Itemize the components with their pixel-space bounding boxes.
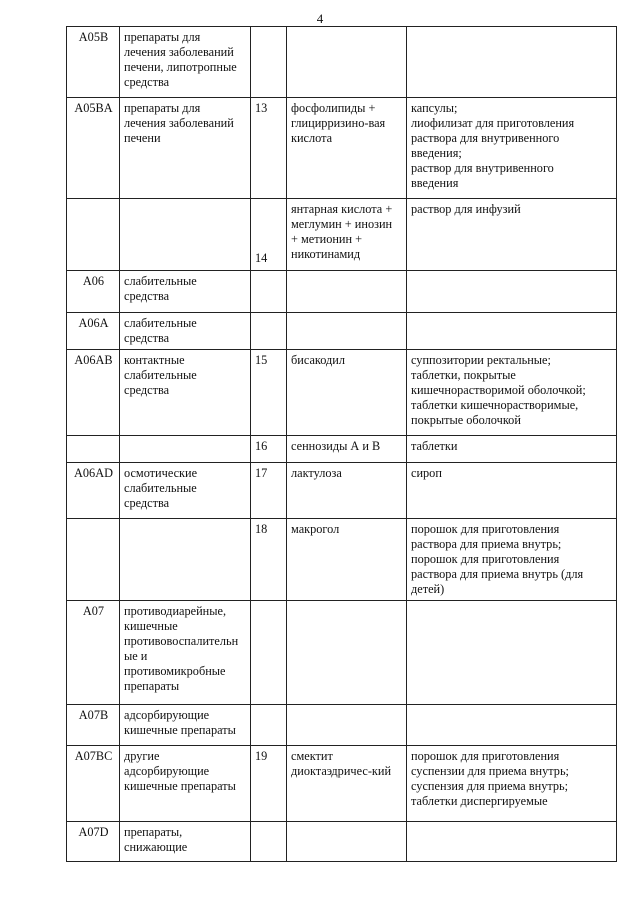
row-number: 19 <box>251 746 287 822</box>
dosage-forms <box>407 822 617 862</box>
row-number <box>251 271 287 313</box>
substance-name-line: фосфолипиды + <box>291 101 376 115</box>
atc-code <box>67 519 120 601</box>
group-name-line: средства <box>124 496 170 510</box>
group-name-line: осмотические <box>124 466 198 480</box>
table-row <box>67 746 617 822</box>
drug-table <box>66 26 617 862</box>
substance-name <box>287 350 407 436</box>
dosage-forms-line: раствора для приема внутрь (для <box>411 567 584 581</box>
table-row <box>67 199 617 271</box>
row-number <box>251 313 287 350</box>
group-name-line: противомикробные <box>124 664 226 678</box>
group-name <box>120 746 251 822</box>
table-row <box>67 519 617 601</box>
dosage-forms-line: порошок для приготовления <box>411 749 560 763</box>
substance-name <box>287 436 407 463</box>
group-name-line: ые и <box>124 649 148 663</box>
group-name-line: противовоспалительн <box>124 634 239 648</box>
group-name-line: печени, липотропные <box>124 60 237 74</box>
dosage-forms-line: таблетки диспергируемые <box>411 794 548 808</box>
substance-name <box>287 705 407 746</box>
group-name-line: печени <box>124 131 161 145</box>
group-name <box>120 313 251 350</box>
group-name <box>120 822 251 862</box>
group-name <box>120 98 251 199</box>
dosage-forms <box>407 313 617 350</box>
row-number: 17 <box>251 463 287 519</box>
group-name-line: контактные <box>124 353 185 367</box>
group-name-line: кишечные препараты <box>124 779 236 793</box>
table-row <box>67 27 617 98</box>
row-number: 18 <box>251 519 287 601</box>
dosage-forms-line: сироп <box>411 466 442 480</box>
substance-name <box>287 313 407 350</box>
dosage-forms-line: раствора для внутривенного <box>411 131 560 145</box>
group-name-line: снижающие <box>124 840 188 854</box>
substance-name <box>287 601 407 705</box>
dosage-forms <box>407 271 617 313</box>
group-name-line: препараты для <box>124 101 201 115</box>
dosage-forms <box>407 746 617 822</box>
dosage-forms-line: раствор для внутривенного <box>411 161 554 175</box>
atc-code: A07 <box>67 601 120 705</box>
substance-name-line: никотинамид <box>291 247 361 261</box>
table-row <box>67 350 617 436</box>
group-name-line: препараты <box>124 679 180 693</box>
substance-name <box>287 822 407 862</box>
dosage-forms-line: суспензии для приема внутрь; <box>411 764 569 778</box>
dosage-forms-line: кишечнорастворимой оболочкой; <box>411 383 586 397</box>
group-name-line: слабительные <box>124 368 197 382</box>
group-name <box>120 271 251 313</box>
group-name-line: кишечные препараты <box>124 723 236 737</box>
substance-name <box>287 98 407 199</box>
substance-name-line: + метионин + <box>291 232 363 246</box>
dosage-forms <box>407 199 617 271</box>
row-number: 15 <box>251 350 287 436</box>
group-name-line: средства <box>124 289 170 303</box>
dosage-forms <box>407 27 617 98</box>
substance-name-line: янтарная кислота + <box>291 202 393 216</box>
dosage-forms-line: капсулы; <box>411 101 458 115</box>
atc-code: A06A <box>67 313 120 350</box>
dosage-forms <box>407 436 617 463</box>
dosage-forms-line: таблетки, покрытые <box>411 368 516 382</box>
dosage-forms <box>407 463 617 519</box>
group-name-line: кишечные <box>124 619 178 633</box>
substance-name-line: бисакодил <box>291 353 346 367</box>
group-name-line: другие <box>124 749 160 763</box>
group-name <box>120 199 251 271</box>
atc-code: A07BC <box>67 746 120 822</box>
substance-name-line: меглумин + инозин <box>291 217 393 231</box>
substance-name <box>287 463 407 519</box>
group-name-line: средства <box>124 75 170 89</box>
atc-code <box>67 436 120 463</box>
dosage-forms-line: введения; <box>411 146 462 160</box>
dosage-forms <box>407 601 617 705</box>
group-name-line: средства <box>124 383 170 397</box>
table-row <box>67 601 617 705</box>
substance-name-line: диоктаэдричес-кий <box>291 764 392 778</box>
atc-code: A06AD <box>67 463 120 519</box>
row-number: 14 <box>251 199 287 271</box>
atc-code: A05B <box>67 27 120 98</box>
atc-code: A07D <box>67 822 120 862</box>
group-name-line: слабительные <box>124 481 197 495</box>
group-name-line: адсорбирующие <box>124 764 210 778</box>
atc-code <box>67 199 120 271</box>
substance-name-line: лактулоза <box>291 466 342 480</box>
substance-name-line: глицирризино-вая <box>291 116 386 130</box>
dosage-forms-line: введения <box>411 176 459 190</box>
table-body <box>67 27 617 862</box>
table-row <box>67 98 617 199</box>
group-name <box>120 350 251 436</box>
group-name-line: средства <box>124 331 170 345</box>
substance-name <box>287 271 407 313</box>
dosage-forms-line: таблетки кишечнорастворимые, <box>411 398 579 412</box>
dosage-forms-line: суспензия для приема внутрь; <box>411 779 569 793</box>
substance-name-line: сеннозиды А и В <box>291 439 381 453</box>
dosage-forms-line: порошок для приготовления <box>411 552 560 566</box>
table-row <box>67 436 617 463</box>
group-name-line: слабительные <box>124 274 197 288</box>
table-row <box>67 271 617 313</box>
dosage-forms <box>407 98 617 199</box>
atc-code: A06AB <box>67 350 120 436</box>
dosage-forms <box>407 705 617 746</box>
row-number: 16 <box>251 436 287 463</box>
dosage-forms-line: детей) <box>411 582 445 596</box>
group-name-line: препараты, <box>124 825 183 839</box>
table-row <box>67 463 617 519</box>
atc-code: A05BA <box>67 98 120 199</box>
group-name-line: препараты для <box>124 30 201 44</box>
dosage-forms <box>407 350 617 436</box>
substance-name-line: макрогол <box>291 522 340 536</box>
dosage-forms-line: порошок для приготовления <box>411 522 560 536</box>
page-number: 4 <box>316 11 324 26</box>
group-name-line: лечения заболеваний <box>124 45 234 59</box>
row-number: 13 <box>251 98 287 199</box>
group-name <box>120 463 251 519</box>
group-name <box>120 436 251 463</box>
table-row <box>67 705 617 746</box>
substance-name <box>287 519 407 601</box>
substance-name <box>287 746 407 822</box>
row-number <box>251 822 287 862</box>
table-row <box>67 313 617 350</box>
table-row <box>67 822 617 862</box>
row-number <box>251 27 287 98</box>
atc-code: A06 <box>67 271 120 313</box>
group-name <box>120 519 251 601</box>
dosage-forms <box>407 519 617 601</box>
group-name <box>120 705 251 746</box>
group-name-line: противодиарейные, <box>124 604 227 618</box>
dosage-forms-line: раствор для инфузий <box>411 202 521 216</box>
group-name-line: адсорбирующие <box>124 708 210 722</box>
dosage-forms-line: раствора для приема внутрь; <box>411 537 562 551</box>
group-name <box>120 27 251 98</box>
dosage-forms-line: лиофилизат для приготовления <box>411 116 575 130</box>
substance-name-line: кислота <box>291 131 333 145</box>
dosage-forms-line: таблетки <box>411 439 458 453</box>
row-number <box>251 705 287 746</box>
group-name-line: слабительные <box>124 316 197 330</box>
substance-name <box>287 199 407 271</box>
substance-name <box>287 27 407 98</box>
atc-code: A07B <box>67 705 120 746</box>
substance-name-line: смектит <box>291 749 333 763</box>
dosage-forms-line: покрытые оболочкой <box>411 413 521 427</box>
dosage-forms-line: суппозитории ректальные; <box>411 353 551 367</box>
group-name-line: лечения заболеваний <box>124 116 234 130</box>
group-name <box>120 601 251 705</box>
row-number <box>251 601 287 705</box>
